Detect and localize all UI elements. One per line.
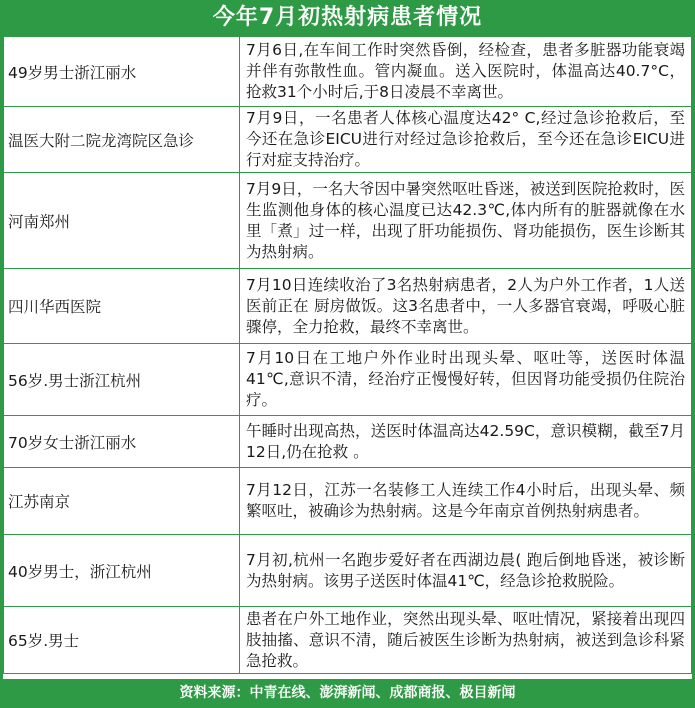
case-location: 河南郑州	[4, 173, 240, 269]
table-row	[4, 607, 692, 674]
case-location: 四川华西医院	[4, 269, 240, 344]
table-row	[4, 107, 692, 173]
table-row	[4, 344, 692, 416]
case-description: 7月6日,在车间工作时突然昏倒，经检查，患者多脏器功能衰竭并伴有弥散性血。管内凝血。送入医院时，体温高达40.7°C，抢救31个小时后,于8日凌晨不幸离世。	[240, 37, 692, 107]
case-location: 40岁男士，浙江杭州	[4, 535, 240, 607]
table-row	[4, 416, 692, 468]
case-description: 午睡时出现高热，送医时体温高达42.59C，意识模糊，截至7月12日,仍在抢救 。	[240, 416, 692, 468]
case-location: 70岁女士浙江丽水	[4, 416, 240, 468]
case-description: 7月初,杭州一名跑步爱好者在西湖边晨( 跑后倒地昏迷，被诊断为热射病。该男子送医时体温41℃，经急诊抢救脱险。	[240, 535, 692, 607]
case-description: 7月9日，一名患者人体核心温度达42° C,经过急诊抢救后，至今还在急诊EICU进行对经过急诊抢救后，至今还在急诊EICU进行对症支持治疗。	[240, 107, 692, 173]
table-row	[4, 269, 692, 344]
table-row	[4, 468, 692, 535]
case-description: 7月12日，江苏一名装修工人连续工作4小时后，出现头晕、频繁呕吐，被确诊为热射病。这是今年南京首例热射病患者。	[240, 468, 692, 535]
case-location: 56岁.男士浙江杭州	[4, 344, 240, 416]
case-location: 49岁男士浙江丽水	[4, 37, 240, 107]
cases-table	[3, 36, 692, 674]
table-row	[4, 535, 692, 607]
page-title: 今年7月初热射病患者情况	[3, 0, 692, 36]
table-row	[4, 37, 692, 107]
case-description: 7月9日，一名大爷因中暑突然呕吐昏迷，被送到医院抢救时，医生监测他身体的核心温度已达42.3℃,体内所有的脏器就像在水里「煮」过一样，出现了肝功能损伤、肾功能损伤，医生诊断其为热射病。	[240, 173, 692, 269]
case-description: 患者在户外工地作业，突然出现头晕、呕吐情况，紧接着出现四肢抽搐、意识不清，随后被医生诊断为热射病，被送到急诊科紧急抢救。	[240, 607, 692, 674]
case-location: 江苏南京	[4, 468, 240, 535]
source-footer: 资料来源：中青在线、澎湃新闻、成都商报、极目新闻	[3, 679, 692, 708]
case-location: 温医大附二院龙湾院区急诊	[4, 107, 240, 173]
case-description: 7月10日连续收治了3名热射病患者，2人为户外工作者，1人送医前正在 厨房做饭。这3名患者中，一人多器官衰竭，呼吸心脏骤停，全力抢救，最终不幸离世。	[240, 269, 692, 344]
case-location: 65岁.男士	[4, 607, 240, 674]
case-description: 7月10日在工地户外作业时出现头晕、呕吐等，送医时体温41℃,意识不清，经治疗正慢慢好转，但因肾功能受损仍住院治疗。	[240, 344, 692, 416]
table-row	[4, 173, 692, 269]
